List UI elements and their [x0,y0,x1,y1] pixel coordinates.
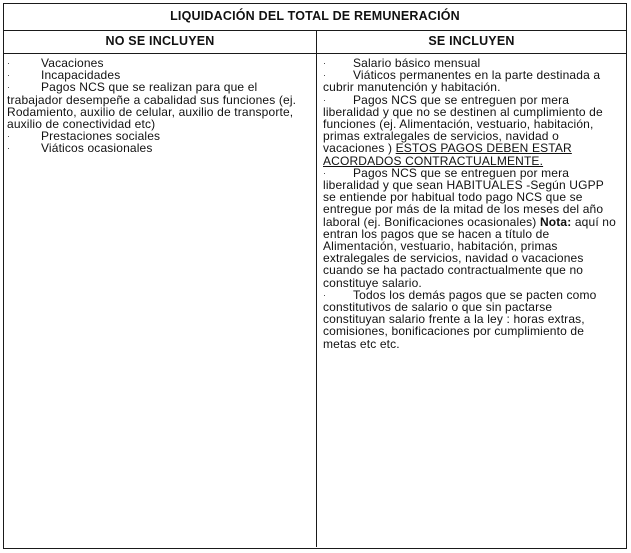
bullet-icon: · [7,131,11,142]
bullet-icon: · [7,82,11,93]
item-text: Viáticos permanentes en la parte destinada a cubrir manutención y habitación. [323,68,601,95]
table-title: LIQUIDACIÓN DEL TOTAL DE REMUNERACIÓN [4,4,626,31]
item-text: Pagos NCS que se realizan para que el trabajador desempeñe a cabalidad sus funciones (ej. Rodamiento, auxilio de celular, auxilio de transporte, auxilio de conectividad etc) [7,80,297,132]
item-text: Incapacidades [41,68,121,83]
item-paragraph [323,94,618,167]
bullet-icon: · [323,167,327,178]
bullet-icon: · [323,94,327,105]
bullet-icon: · [7,143,11,154]
nota-text: aquí no entran los pagos que se hacen a título de Alimentación, vestuario, habitación, primas extralegales de servicios, navidad o vacaciones cuando se ha pactado contractualmente que no constituye salario. [323,214,616,290]
item-text: Pagos NCS que se entreguen por mera liberalidad y que no se destinen al cumplimiento de funciones (ej. Alimentación, vestuario, habitación, primas extralegales de servicios, navidad o vacaciones ) [323,92,603,156]
item-text: Salario básico mensual [353,56,481,70]
list-item-viaticos-ocasionales [7,142,310,154]
item-text: Prestaciones sociales [41,129,161,144]
bullet-icon: · [7,58,11,68]
header-se-incluyen: SE INCLUYEN [428,34,515,48]
item-text: Vacaciones [41,56,104,70]
excluded-items-cell [4,54,317,547]
list-item-demas-pagos [323,289,618,350]
body-row [4,54,626,547]
item-text: Todos los demás pagos que se pacten como constitutivos de salario o que sin pactarse constituyan salario frente a la ley : horas extras, comisiones, bonificaciones por cumplimiento de metas etc etc. [323,287,597,351]
header-no-se-incluyen: NO SE INCLUYEN [4,31,317,53]
nota-label: Nota: [539,214,572,229]
bullet-icon: · [323,58,327,68]
item-underlined-text: ESTOS PAGOS DEBEN ESTAR ACORDADOS CONTRACTUALMENTE. [323,141,572,168]
list-item-viaticos-permanentes [323,69,618,93]
remuneracion-table [3,3,627,549]
header-row [4,31,626,54]
bullet-icon: · [7,70,11,81]
item-text: Viáticos ocasionales [41,141,153,156]
item-text: Pagos NCS que se entreguen por mera liberalidad y que sean HABITUALES -Según UGPP se entiende por habitual todo pago NCS que se entregue por más de la mitad de los meses del año laboral (ej. Bonificaciones ocasionales) [323,165,604,229]
item-paragraph [323,167,618,289]
bullet-icon: · [323,289,327,300]
list-item-pagos-liberalidad [323,94,618,167]
bullet-icon: · [323,70,327,81]
list-item-pagos-habituales [323,167,618,289]
included-items-cell [317,54,626,547]
list-item-pagos-ncs [7,81,310,130]
